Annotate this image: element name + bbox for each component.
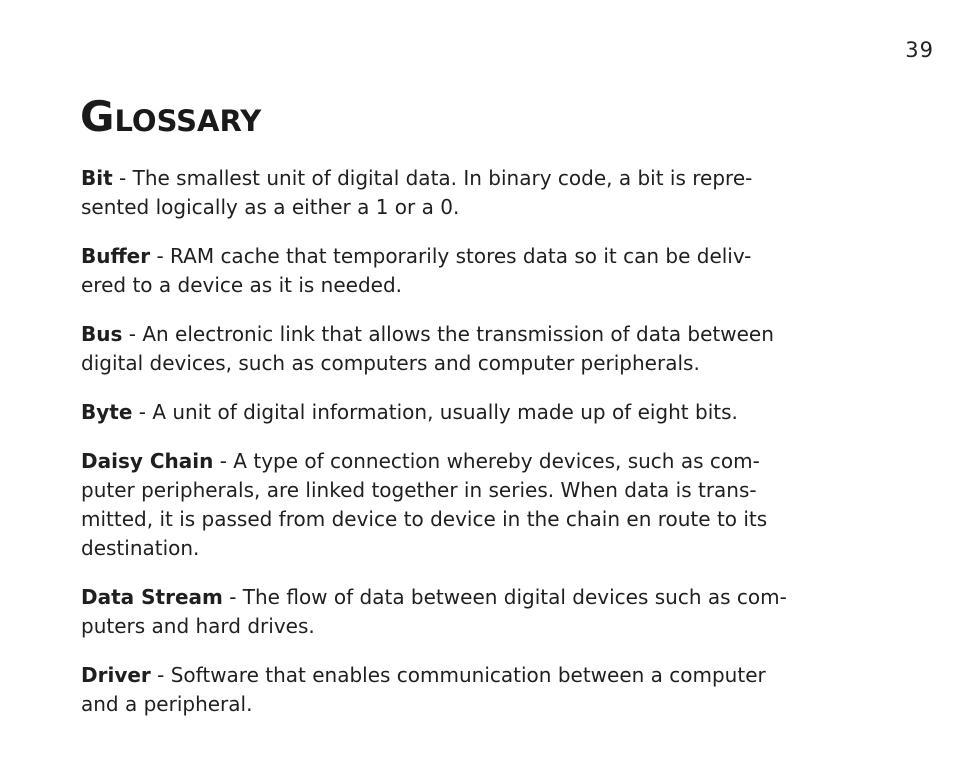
glossary-entry	[81, 583, 833, 641]
glossary-entry	[81, 242, 833, 300]
definition-line: digital devices, such as computers and computer peripherals.	[81, 351, 700, 375]
glossary-term: Byte	[81, 400, 133, 424]
glossary-entry	[81, 320, 833, 378]
glossary-entry	[81, 164, 833, 222]
definition-line: ered to a device as it is needed.	[81, 273, 403, 297]
definition-line: and a peripheral.	[81, 692, 253, 716]
definition-line: - RAM cache that temporarily stores data so it can be deliv-	[150, 244, 752, 268]
glossary-list	[81, 164, 833, 739]
glossary-entry	[81, 661, 833, 719]
glossary-term: Buffer	[81, 244, 151, 268]
glossary-term: Bit	[81, 166, 113, 190]
definition-line: destination.	[81, 536, 200, 560]
definition-line: - The smallest unit of digital data. In binary code, a bit is repre-	[112, 166, 753, 190]
definition-line: - A type of connection whereby devices, such as com-	[213, 449, 760, 473]
definition-line: - Software that enables communication between a computer	[150, 663, 766, 687]
glossary-term: Data Stream	[81, 585, 223, 609]
definition-line: mitted, it is passed from device to device in the chain en route to its	[81, 507, 768, 531]
definition-line: - An electronic link that allows the transmission of data between	[122, 322, 774, 346]
page-number: 39	[905, 38, 934, 62]
definition-line: puters and hard drives.	[81, 614, 315, 638]
glossary-entry	[81, 447, 833, 563]
definition-line: sented logically as a either a 1 or a 0.	[81, 195, 460, 219]
definition-line: - The flow of data between digital devices such as com-	[222, 585, 787, 609]
glossary-term: Bus	[81, 322, 123, 346]
glossary-entry	[81, 398, 833, 427]
glossary-term: Daisy Chain	[81, 449, 214, 473]
glossary-term: Driver	[81, 663, 151, 687]
page-title: Glossary	[80, 92, 262, 141]
definition-line: puter peripherals, are linked together in series. When data is trans-	[81, 478, 757, 502]
definition-line: - A unit of digital information, usually made up of eight bits.	[132, 400, 738, 424]
